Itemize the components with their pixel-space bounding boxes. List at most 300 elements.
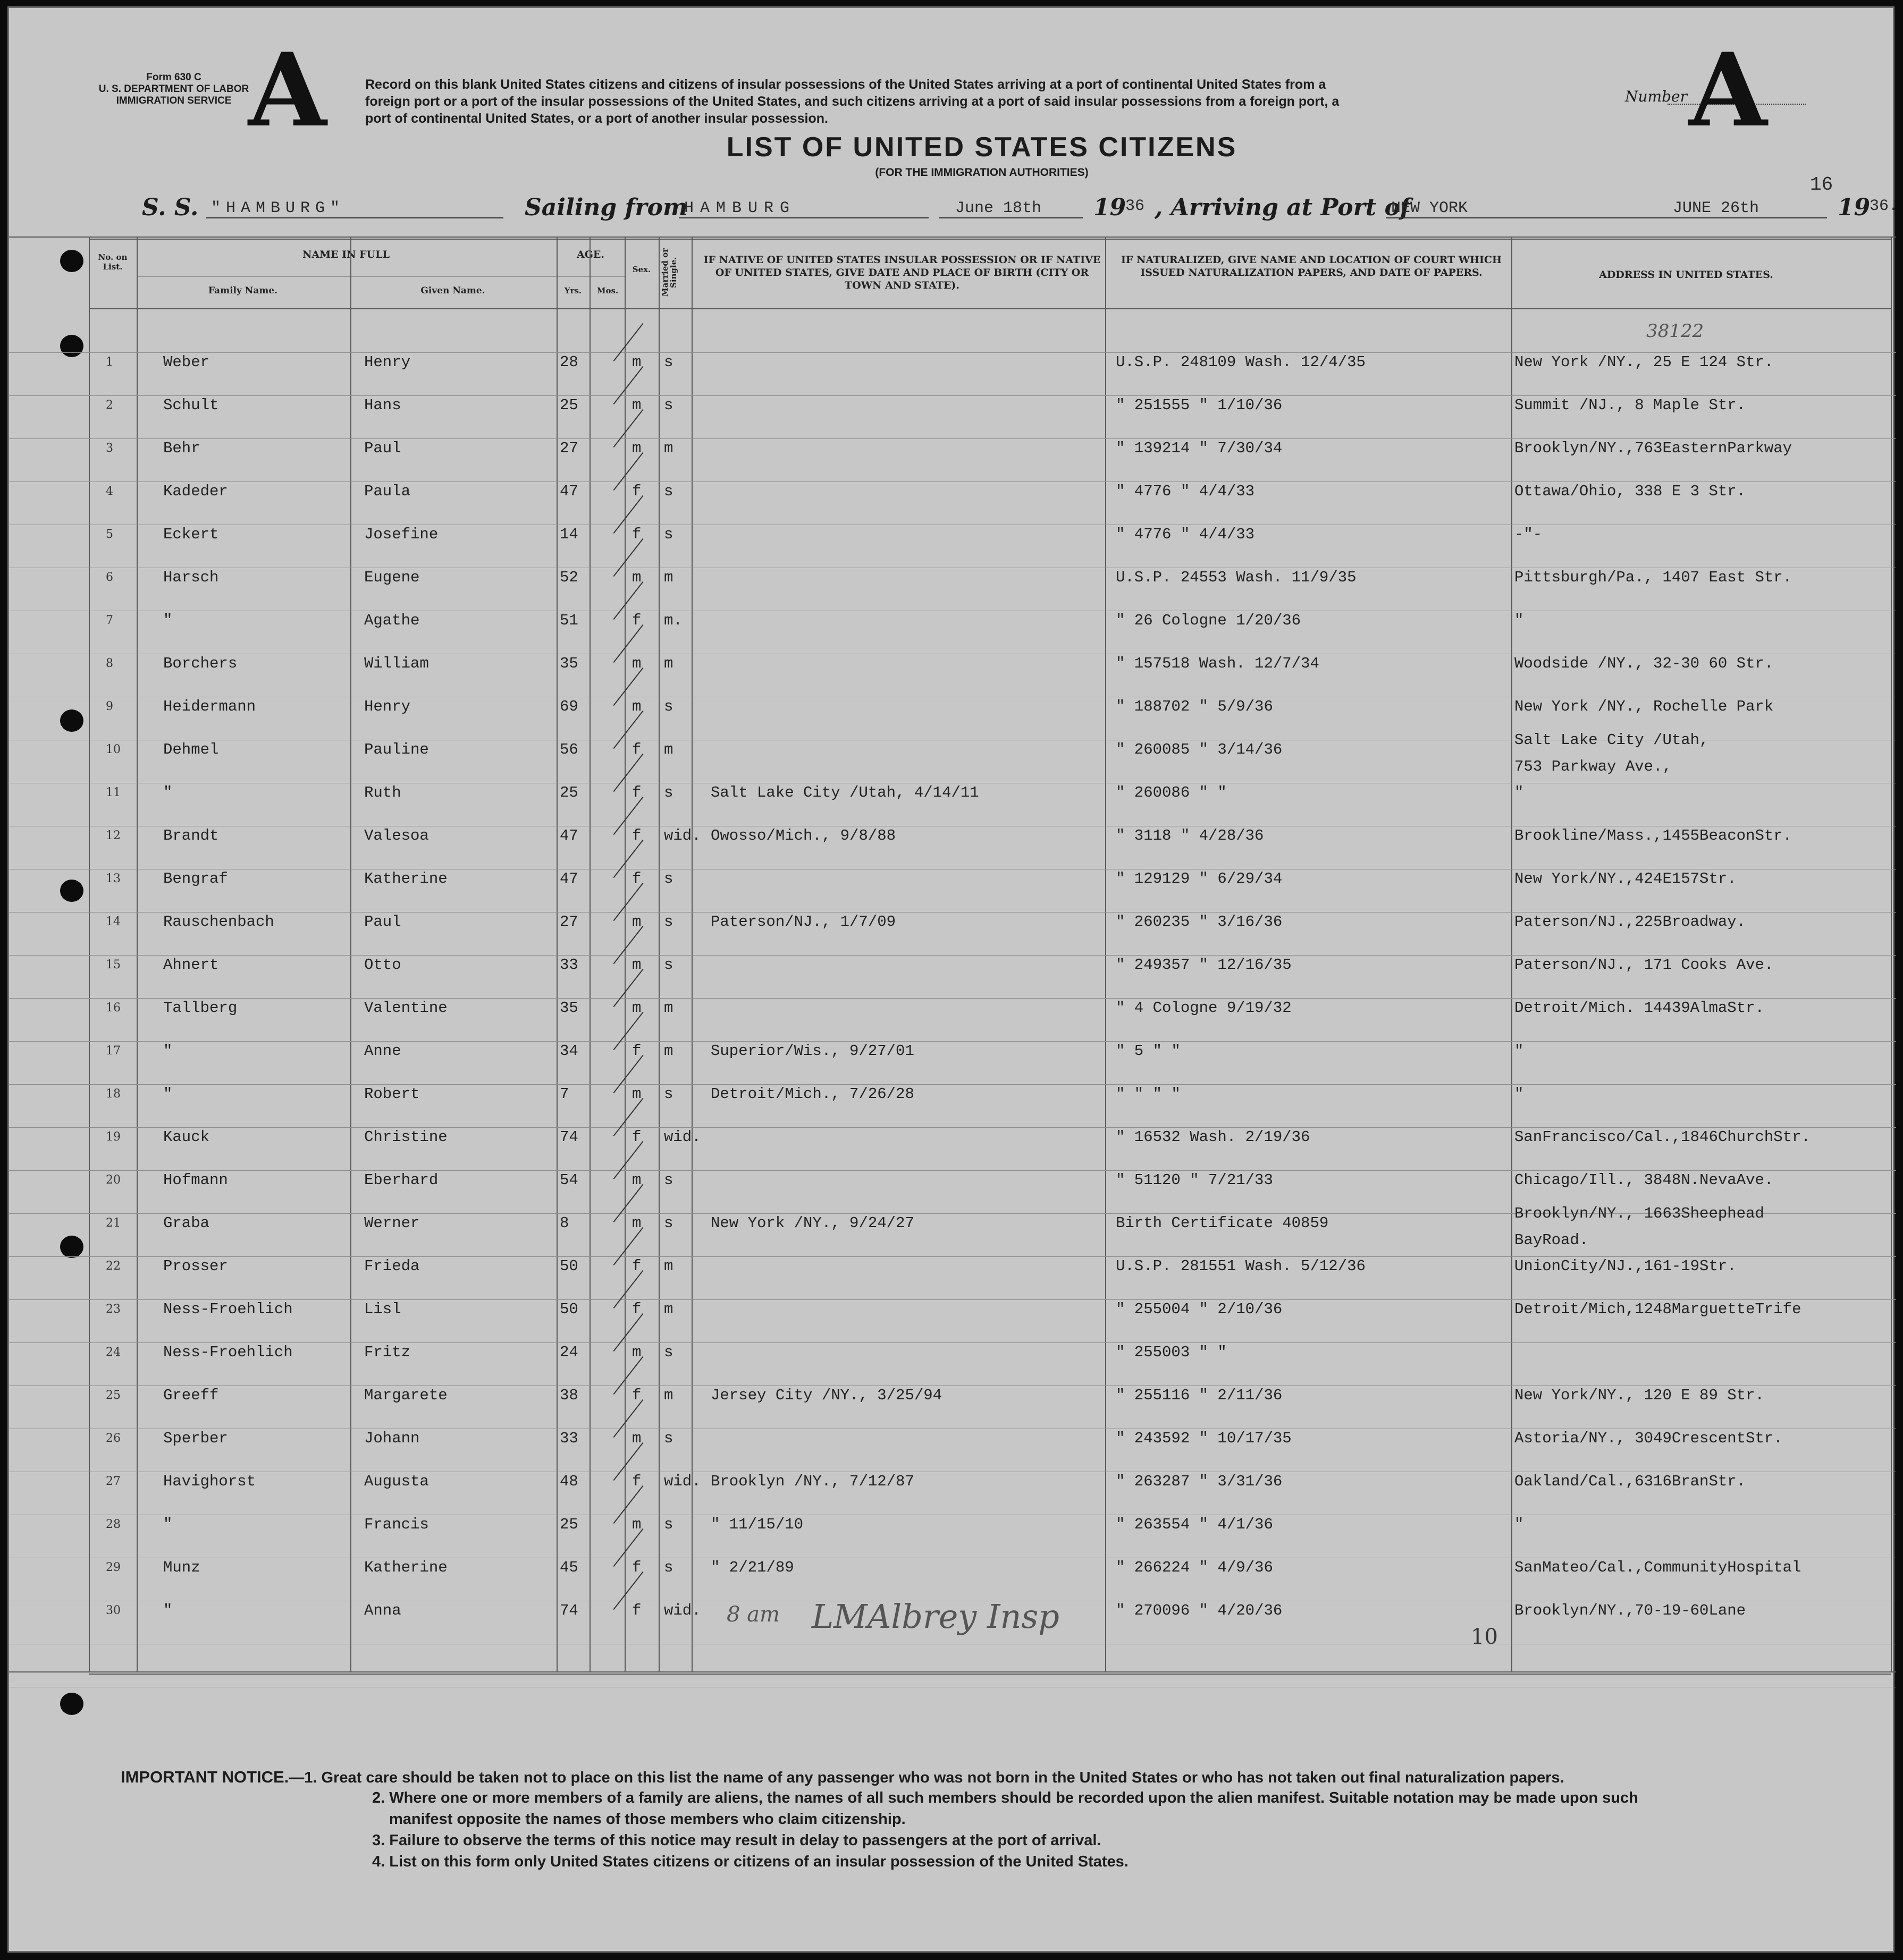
family-name: Kauck (163, 1128, 210, 1146)
row-number: 2 (106, 399, 113, 412)
row-number: 21 (106, 1216, 121, 1230)
naturalization-record: " 16532 Wash. 2/19/36 (1116, 1128, 1310, 1146)
marital-status: m (664, 1257, 673, 1275)
given-name: Valentine (364, 999, 448, 1017)
number-label: Number (1625, 88, 1687, 105)
year-prefix: 19 (1093, 194, 1126, 221)
address: Brooklyn/NY., 1663Sheephead (1514, 1205, 1764, 1222)
sex: f (632, 1387, 642, 1404)
table-rule (9, 395, 1896, 396)
birthplace-date: Detroit/Mich., 7/26/28 (711, 1085, 914, 1103)
family-name: Behr (163, 440, 200, 457)
given-name: Frieda (364, 1257, 420, 1275)
address-line-2: 753 Parkway Ave., (1514, 758, 1672, 775)
marital-status: s (664, 1214, 673, 1232)
marital-status: m (664, 440, 673, 457)
given-name: Robert (364, 1085, 420, 1103)
address: Pittsburgh/Pa., 1407 East Str. (1514, 569, 1792, 586)
marital-status: m (664, 1300, 673, 1318)
table-column-rule (89, 236, 90, 1671)
naturalization-record: " 260086 " " (1116, 784, 1227, 801)
age-years: 24 (560, 1344, 578, 1361)
sex: f (632, 784, 642, 801)
table-column-rule (1105, 236, 1106, 1671)
given-name: Josefine (364, 526, 439, 543)
naturalization-record: " 260085 " 3/14/36 (1116, 741, 1283, 758)
row-number: 23 (106, 1303, 121, 1316)
naturalization-record: " 255116 " 2/11/36 (1116, 1387, 1283, 1404)
arrival-year-prefix: 19 (1838, 194, 1871, 221)
birthplace-date: Salt Lake City /Utah, 4/14/11 (711, 784, 979, 801)
naturalization-record: " 139214 " 7/30/34 (1116, 440, 1283, 457)
table-column-rule (659, 236, 660, 1671)
age-years: 35 (560, 999, 578, 1017)
address: New York/NY.,424E157Str. (1514, 870, 1737, 888)
family-name: Hofmann (163, 1171, 228, 1189)
instructions-line: Record on this blank United States citizens and citizens of insular possessions of the United States arriving at a port of continental United States from a (365, 77, 1326, 92)
row-number: 11 (106, 786, 121, 799)
family-name: Weber (163, 353, 210, 371)
naturalization-record: " 255004 " 2/10/36 (1116, 1300, 1283, 1318)
family-name: Havighorst (163, 1473, 256, 1490)
marital-status: m (664, 569, 673, 586)
table-column-rule (1891, 236, 1892, 1671)
row-number: 26 (106, 1432, 121, 1445)
sex: m (632, 353, 642, 371)
given-name: Henry (364, 698, 411, 715)
notice-item-2: 2. Where one or more members of a family are aliens, the names of all such members should be recorded upon the alien manifest. Suitable notation may be made upon such (372, 1789, 1638, 1806)
marital-status: m (664, 1387, 673, 1404)
birthplace-date: " 2/21/89 (711, 1559, 794, 1576)
family-name: " (163, 784, 173, 801)
age-years: 74 (560, 1602, 578, 1619)
age-years: 25 (560, 396, 578, 414)
header-years: Yrs. (564, 286, 582, 295)
age-years: 34 (560, 1042, 578, 1060)
instructions-text (365, 76, 1556, 127)
family-name: Harsch (163, 569, 219, 586)
naturalization-record: " 266224 " 4/9/36 (1116, 1559, 1273, 1576)
table-rule (9, 1342, 1896, 1343)
row-number: 22 (106, 1260, 121, 1273)
marital-status: s (664, 1430, 673, 1447)
arrival-year: 36. (1870, 197, 1899, 215)
naturalization-record: " 249357 " 12/16/35 (1116, 956, 1292, 974)
age-years: 51 (560, 612, 578, 629)
family-name: " (163, 1085, 173, 1103)
document-title: LIST OF UNITED STATES CITIZENS (726, 132, 1237, 163)
row-number: 29 (106, 1561, 121, 1574)
sex: m (632, 1085, 642, 1103)
age-years: 14 (560, 526, 578, 543)
age-years: 27 (560, 913, 578, 931)
row-number: 16 (106, 1001, 121, 1015)
sailing-label: Sailing from (525, 194, 688, 221)
marital-status: m (664, 741, 673, 758)
family-name: Munz (163, 1559, 200, 1576)
sex: f (632, 1602, 642, 1619)
notice-item-2-cont: manifest opposite the names of those members who claim citizenship. (389, 1811, 906, 1828)
ss-label: S. S. (142, 194, 199, 221)
table-rule (9, 912, 1896, 913)
marital-status: m (664, 1042, 673, 1060)
address: " (1514, 612, 1524, 629)
row-number: 13 (106, 872, 121, 885)
age-years: 52 (560, 569, 578, 586)
row-number: 1 (106, 356, 113, 369)
marital-status: s (664, 956, 673, 974)
table-rule (9, 236, 1896, 238)
address: Salt Lake City /Utah, (1514, 731, 1709, 749)
notice-heading: IMPORTANT NOTICE. (121, 1768, 289, 1786)
marital-status: s (664, 784, 673, 801)
family-name: Ahnert (163, 956, 219, 974)
form-letter: A (248, 31, 327, 149)
age-years: 56 (560, 741, 578, 758)
sailing-year: 36 (1125, 197, 1145, 215)
naturalization-record: " 4776 " 4/4/33 (1116, 526, 1255, 543)
row-number: 14 (106, 915, 121, 928)
naturalization-record: " 263554 " 4/1/36 (1116, 1516, 1273, 1533)
row-number: 4 (106, 485, 113, 498)
row-number: 17 (106, 1044, 121, 1058)
family-name: Sperber (163, 1430, 228, 1447)
address: " (1514, 784, 1524, 801)
age-years: 33 (560, 956, 578, 974)
age-years: 47 (560, 827, 578, 844)
table-rule (9, 1084, 1896, 1085)
marital-status: s (664, 1559, 673, 1576)
table-rule (89, 308, 1891, 309)
family-name: " (163, 612, 173, 629)
header-given-name: Given Name. (420, 285, 485, 296)
table-rule (9, 1385, 1896, 1386)
address: Chicago/Ill., 3848N.NevaAve. (1514, 1171, 1774, 1189)
notice-item-3: 3. Failure to observe the terms of this notice may result in delay to passengers at the port of arrival. (372, 1832, 1101, 1849)
family-name: " (163, 1516, 173, 1533)
family-name: Borchers (163, 655, 238, 672)
sex: m (632, 1516, 642, 1533)
naturalization-record: " 255003 " " (1116, 1344, 1227, 1361)
table-rule (9, 1299, 1896, 1300)
family-name: Ness-Froehlich (163, 1344, 293, 1361)
naturalization-record: " 188702 " 5/9/36 (1116, 698, 1273, 715)
page-number: 16 (1810, 174, 1833, 196)
naturalization-record: " 5 " " (1116, 1042, 1181, 1060)
family-name: Bengraf (163, 870, 228, 888)
address: Summit /NJ., 8 Maple Str. (1514, 396, 1746, 414)
marital-status: wid. (664, 827, 701, 844)
address: " (1514, 1516, 1524, 1533)
birthplace-date: Owosso/Mich., 9/8/88 (711, 827, 896, 844)
sex: m (632, 999, 642, 1017)
naturalization-record: " 243592 " 10/17/35 (1116, 1430, 1292, 1447)
sailing-port: HAMBURG (684, 199, 796, 217)
address: Brookline/Mass.,1455BeaconStr. (1514, 827, 1792, 844)
sex: m (632, 1171, 642, 1189)
age-years: 25 (560, 784, 578, 801)
arrival-date: JUNE 26th (1673, 199, 1759, 217)
header-age: AGE. (576, 249, 605, 260)
given-name: Katherine (364, 1559, 448, 1576)
sex: f (632, 741, 642, 758)
marital-status: wid. (664, 1473, 701, 1490)
given-name: Lisl (364, 1300, 401, 1318)
marital-status: s (664, 1085, 673, 1103)
table-rule (9, 481, 1896, 482)
punch-hole (60, 880, 83, 902)
row-number: 28 (106, 1518, 121, 1531)
address-line-2: BayRoad. (1514, 1231, 1589, 1249)
sex: m (632, 655, 642, 672)
row-number: 25 (106, 1389, 121, 1402)
naturalization-record: " 26 Cologne 1/20/36 (1116, 612, 1301, 629)
given-name: Valesoa (364, 827, 429, 844)
sex: m (632, 913, 642, 931)
marital-status: m. (664, 612, 683, 629)
given-name: Paul (364, 913, 401, 931)
table-rule (557, 276, 625, 277)
age-years: 28 (560, 353, 578, 371)
sex: f (632, 1300, 642, 1318)
family-name: Kadeder (163, 483, 228, 500)
ship-name: "HAMBURG" (211, 199, 346, 217)
age-years: 33 (560, 1430, 578, 1447)
family-name: Rauschenbach (163, 913, 274, 931)
sex: m (632, 440, 642, 457)
age-years: 47 (560, 870, 578, 888)
given-name: Anna (364, 1602, 401, 1619)
given-name: Paula (364, 483, 411, 500)
table-rule (89, 239, 1891, 240)
table-column-rule (350, 236, 351, 1671)
row-number: 18 (106, 1087, 121, 1101)
marital-status: s (664, 1344, 673, 1361)
table-rule (9, 955, 1896, 956)
given-name: Eugene (364, 569, 420, 586)
table-column-rule (137, 236, 138, 1671)
header-name-in-full: NAME IN FULL (302, 249, 390, 260)
number-value: A (1689, 31, 1767, 149)
naturalization-record: " 4 Cologne 9/19/32 (1116, 999, 1292, 1017)
signature-time: 8 am (727, 1602, 780, 1627)
service-line: IMMIGRATION SERVICE (116, 95, 232, 106)
family-name: Dehmel (163, 741, 219, 758)
arrival-port: NEW YORK (1391, 199, 1468, 217)
address: New York /NY., Rochelle Park (1514, 698, 1774, 715)
arriving-label: , Arriving at Port of (1155, 194, 1410, 221)
age-years: 48 (560, 1473, 578, 1490)
marital-status: m (664, 999, 673, 1017)
age-years: 7 (560, 1085, 569, 1103)
family-name: Brandt (163, 827, 219, 844)
header-native-birthplace: IF NATIVE OF UNITED STATES INSULAR POSSESSION OR IF NATIVE OF UNITED STATES, GIVE DATE AND PLACE OF BIRTH (CITY OR TOWN AND STATE). (703, 254, 1101, 291)
given-name: Hans (364, 396, 401, 414)
header-naturalization: IF NATURALIZED, GIVE NAME AND LOCATION OF COURT WHICH ISSUED NATURALIZATION PAPERS, AND DATE OF PAPERS. (1121, 254, 1502, 278)
table-rule (9, 1256, 1896, 1257)
given-name: Agathe (364, 612, 420, 629)
header-months: Mos. (596, 286, 619, 295)
family-name: Greeff (163, 1387, 219, 1404)
row-number: 10 (106, 743, 121, 756)
given-name: William (364, 655, 429, 672)
family-name: " (163, 1042, 173, 1060)
birthplace-date: Superior/Wis., 9/27/01 (711, 1042, 914, 1060)
marital-status: s (664, 1171, 673, 1189)
marital-status: s (664, 483, 673, 500)
age-years: 25 (560, 1516, 578, 1533)
handwritten-address-note: 38122 (1646, 320, 1704, 342)
row-number: 8 (106, 657, 113, 670)
family-name: Heidermann (163, 698, 256, 715)
sex: m (632, 698, 642, 715)
naturalization-record: Birth Certificate 40859 (1116, 1214, 1329, 1232)
row-number: 27 (106, 1475, 121, 1488)
birthplace-date: New York /NY., 9/24/27 (711, 1214, 914, 1232)
given-name: Otto (364, 956, 401, 974)
table-column-rule (557, 236, 558, 1671)
sex: m (632, 1214, 642, 1232)
given-name: Johann (364, 1430, 420, 1447)
naturalization-record: " 157518 Wash. 12/7/34 (1116, 655, 1319, 672)
address: UnionCity/NJ.,161-19Str. (1514, 1257, 1737, 1275)
sex: f (632, 1042, 642, 1060)
birthplace-date: Brooklyn /NY., 7/12/87 (711, 1473, 914, 1490)
inspector-signature: LMAlbrey Insp (812, 1597, 1059, 1636)
address: New York/NY., 120 E 89 Str. (1514, 1387, 1764, 1404)
family-name: Schult (163, 396, 219, 414)
age-years: 35 (560, 655, 578, 672)
total-count: 10 (1471, 1625, 1498, 1649)
notice-item-1: —1. Great care should be taken not to place on this list the name of any passenger who was not born in the United States or who has not taken out final naturalization papers. (289, 1769, 1564, 1786)
row-number: 30 (106, 1604, 121, 1617)
address: Ottawa/Ohio, 338 E 3 Str. (1514, 483, 1746, 500)
form-number: Form 630 C (146, 72, 201, 83)
birthplace-date: Jersey City /NY., 3/25/94 (711, 1387, 942, 1404)
marital-status: m (664, 655, 673, 672)
document-subtitle: (FOR THE IMMIGRATION AUTHORITIES) (875, 166, 1089, 179)
marital-status: wid. (664, 1602, 701, 1619)
punch-hole (60, 1236, 83, 1258)
row-number: 7 (106, 614, 113, 627)
naturalization-record: U.S.P. 281551 Wash. 5/12/36 (1116, 1257, 1366, 1275)
given-name: Francis (364, 1516, 429, 1533)
table-rule (9, 438, 1896, 439)
marital-status: wid. (664, 1128, 701, 1146)
punch-hole (60, 709, 83, 732)
row-number: 24 (106, 1346, 121, 1359)
naturalization-record: " 129129 " 6/29/34 (1116, 870, 1283, 888)
table-rule (9, 1041, 1896, 1042)
naturalization-record: " " " " (1116, 1085, 1181, 1103)
address: Detroit/Mich. 14439AlmaStr. (1514, 999, 1764, 1017)
address: " (1514, 1085, 1524, 1103)
sailing-date: June 18th (955, 199, 1042, 217)
sex: f (632, 1257, 642, 1275)
naturalization-record: " 4776 " 4/4/33 (1116, 483, 1255, 500)
naturalization-record: " 51120 " 7/21/33 (1116, 1171, 1273, 1189)
table-rule (9, 1671, 1896, 1672)
sex: f (632, 1559, 642, 1576)
header-family-name: Family Name. (208, 285, 278, 296)
table-rule (89, 1674, 1891, 1675)
address: Woodside /NY., 32-30 60 Str. (1514, 655, 1774, 672)
sex: f (632, 526, 642, 543)
address: Brooklyn/NY.,70-19-60Lane (1514, 1602, 1746, 1619)
header-married-single: Married or Single. (660, 248, 678, 297)
address: Astoria/NY., 3049CrescentStr. (1514, 1430, 1783, 1447)
given-name: Henry (364, 353, 411, 371)
table-rule (9, 998, 1896, 999)
naturalization-record: " 3118 " 4/28/36 (1116, 827, 1264, 844)
marital-status: s (664, 1516, 673, 1533)
given-name: Katherine (364, 870, 448, 888)
family-name: Graba (163, 1214, 210, 1232)
family-name: " (163, 1602, 173, 1619)
voyage-line (142, 193, 1899, 225)
given-name: Christine (364, 1128, 448, 1146)
family-name: Prosser (163, 1257, 228, 1275)
row-number: 20 (106, 1173, 121, 1187)
table-column-rule (625, 236, 626, 1671)
age-years: 27 (560, 440, 578, 457)
address: SanMateo/Cal.,CommunityHospital (1514, 1559, 1801, 1576)
row-number: 9 (106, 700, 113, 713)
age-years: 74 (560, 1128, 578, 1146)
table-column-rule (590, 236, 591, 1671)
header-sex: Sex. (632, 265, 651, 274)
given-name: Anne (364, 1042, 401, 1060)
age-years: 45 (560, 1559, 578, 1576)
instructions-line: port of continental United States, or a port of another insular possession. (365, 111, 828, 126)
given-name: Ruth (364, 784, 401, 801)
given-name: Pauline (364, 741, 429, 758)
marital-status: s (664, 396, 673, 414)
punch-hole (60, 335, 83, 357)
table-column-rule (692, 236, 693, 1671)
address: SanFrancisco/Cal.,1846ChurchStr. (1514, 1128, 1811, 1146)
given-name: Margarete (364, 1387, 448, 1404)
row-number: 19 (106, 1130, 121, 1144)
naturalization-record: " 263287 " 3/31/36 (1116, 1473, 1283, 1490)
sex: f (632, 612, 642, 629)
naturalization-record: " 251555 " 1/10/36 (1116, 396, 1283, 414)
marital-status: s (664, 870, 673, 888)
address: " (1514, 1042, 1524, 1060)
age-years: 54 (560, 1171, 578, 1189)
header-address: ADDRESS IN UNITED STATES. (1599, 269, 1773, 281)
naturalization-record: U.S.P. 248109 Wash. 12/4/35 (1116, 353, 1366, 371)
punch-hole (60, 250, 83, 272)
row-number: 12 (106, 829, 121, 842)
address: New York /NY., 25 E 124 Str. (1514, 353, 1774, 371)
address: Brooklyn/NY.,763EasternParkway (1514, 440, 1792, 457)
sex: f (632, 1128, 642, 1146)
form-identifier (83, 72, 264, 107)
table-rule (9, 1127, 1896, 1128)
family-name: Tallberg (163, 999, 238, 1017)
family-name: Eckert (163, 526, 219, 543)
marital-status: s (664, 698, 673, 715)
address: Paterson/NJ., 171 Cooks Ave. (1514, 956, 1774, 974)
sex: f (632, 827, 642, 844)
table-rule (9, 1170, 1896, 1171)
naturalization-record: U.S.P. 24553 Wash. 11/9/35 (1116, 569, 1357, 586)
birthplace-date: Paterson/NJ., 1/7/09 (711, 913, 896, 931)
marital-status: s (664, 913, 673, 931)
address: Oakland/Cal.,6316BranStr. (1514, 1473, 1746, 1490)
row-number: 5 (106, 528, 113, 541)
